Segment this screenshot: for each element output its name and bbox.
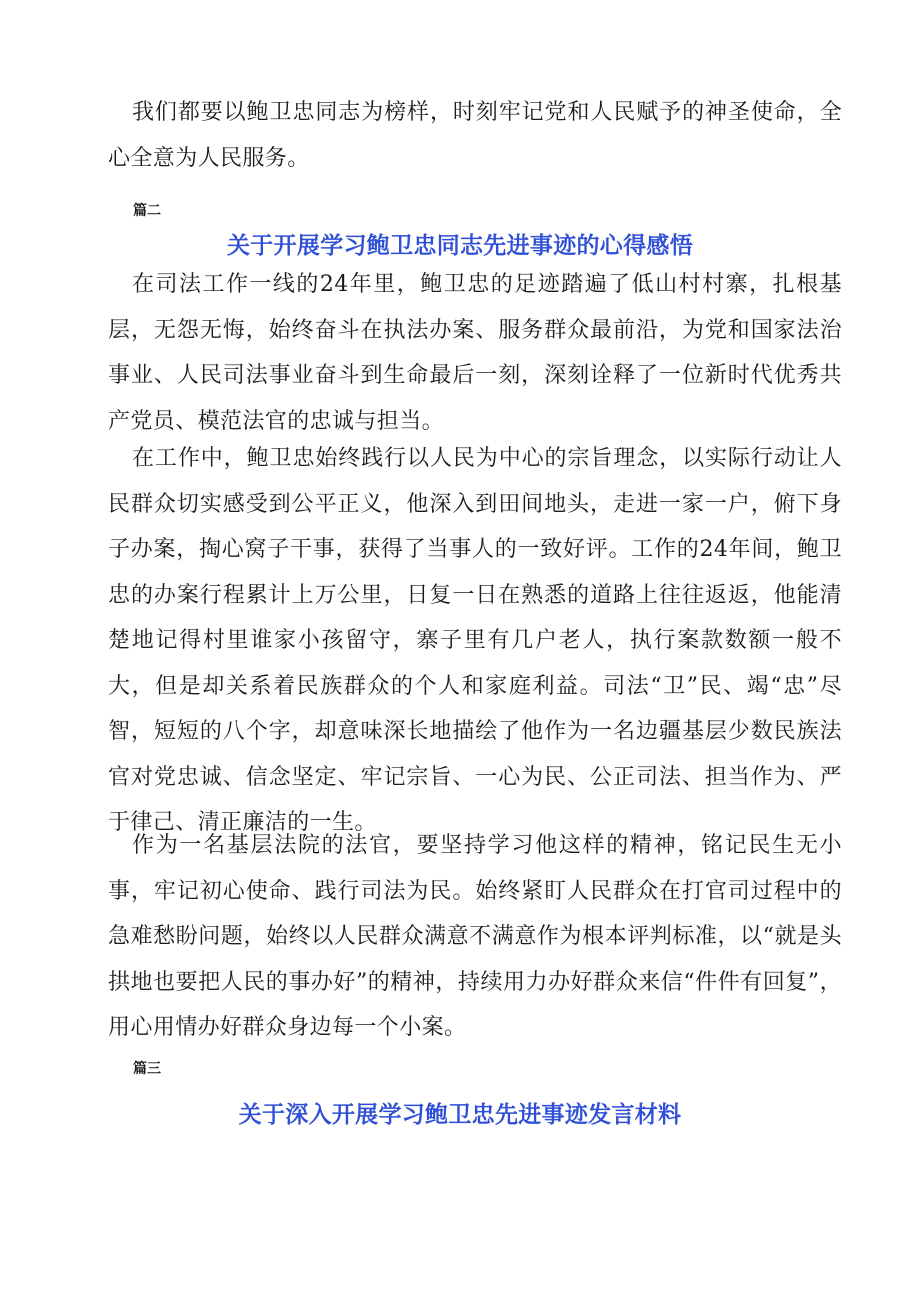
section-2-paragraph-1: 在司法工作一线的24年里，鲍卫忠的足迹踏遍了低山村村寨，扎根基层，无怨无悔，始终奋斗在执法办案、服务群众最前沿，为党和国家法治事业、人民司法事业奋斗到生命最后一刻，深刻诠释了一位新时代优秀共产党员、模范法官的忠诚与担当。 (108, 272, 842, 434)
section-title-3: 关于深入开展学习鲍卫忠先进事迹发言材料 (238, 1102, 682, 1128)
section-2-paragraph-2: 在工作中，鲍卫忠始终践行以人民为中心的宗旨理念，以实际行动让人民群众切实感受到公平正义，他深入到田间地头，走进一家一户，俯下身子办案，掏心窝子干事，获得了当事人的一致好评。工作的24年间，鲍卫忠的办案行程累计上万公里，日复一日在熟悉的道路上往往返返，他能清楚地记得村里谁家小孩留守，寨子里有几户老人，执行案款数额一般不大，但是却关系着民族群众的个人和家庭利益。司法“卫”民、竭“忠”尽智，短短的八个字，却意味深长地描绘了他作为一名边疆基层少数民族法官对党忠诚、信念坚定、牢记宗旨、一心为民、公正司法、担当作为、严于律己、清正廉洁的一生。 (108, 446, 842, 835)
section-2-paragraph-3: 作为一名基层法院的法官，要坚持学习他这样的精神，铭记民生无小事，牢记初心使命、践行司法为民。始终紧盯人民群众在打官司过程中的急难愁盼问题，始终以人民群众满意不满意作为根本评判标准，以“就是头拱地也要把人民的事办好”的精神，持续用力办好群众来信“件件有回复”，用心用情办好群众身边每一个小案。 (108, 833, 842, 1040)
section-label-2: 篇二 (133, 203, 161, 219)
section-title-2: 关于开展学习鲍卫忠同志先进事迹的心得感悟 (227, 233, 693, 259)
section-label-3: 篇三 (133, 1061, 161, 1077)
intro-paragraph: 我们都要以鲍卫忠同志为榜样，时刻牢记党和人民赋予的神圣使命，全心全意为人民服务。 (108, 100, 842, 171)
